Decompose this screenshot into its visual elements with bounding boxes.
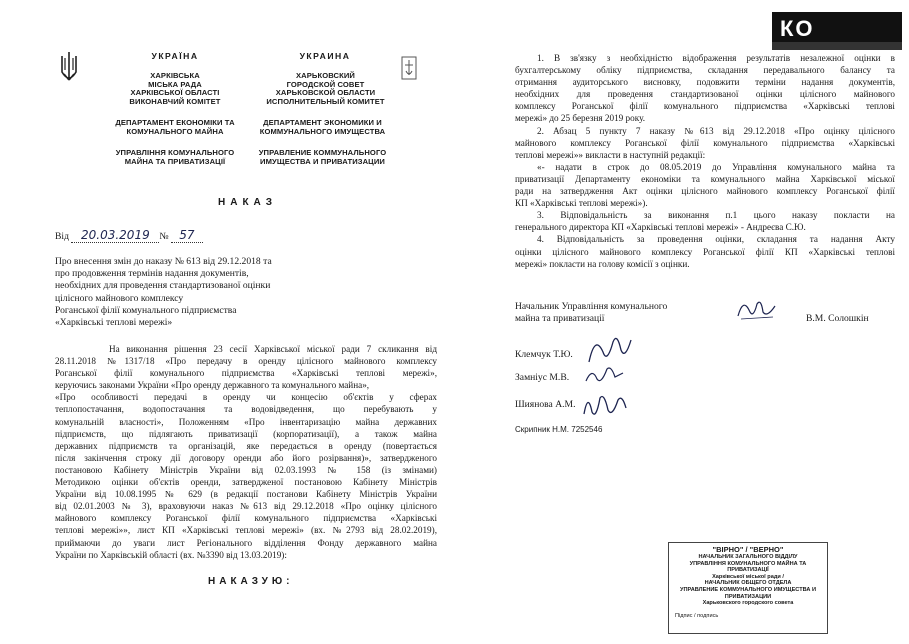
preamble-line: Методикою оцінки об'єктів оренди, затвердженої постановою Кабінету Міністрів xyxy=(55,477,437,488)
stamp-line: Харківської міської ради / xyxy=(712,573,784,580)
subject-line: Роганської філії комунального підприємства xyxy=(55,304,237,316)
header-left-department-line: КОМУНАЛЬНОГО МАЙНА xyxy=(126,126,224,136)
stamp-sign-label: Підпис / подпись xyxy=(675,612,719,619)
item-line: необхідних для проведення стандартизованої оцінки цілісного майнового xyxy=(515,89,895,100)
corner-stamp xyxy=(772,12,902,50)
approval-name: Клемчук Т.Ю. xyxy=(515,349,573,360)
approval-signature xyxy=(580,390,630,420)
header-left-directorate-line: МАЙНА ТА ПРИВАТИЗАЦІЇ xyxy=(124,156,226,166)
item-line: теплові мережі»» викласти в наступній редакції: xyxy=(515,149,706,160)
item-line: бухгалтерському обліку підприємства, складання передавального балансу та xyxy=(515,65,895,76)
header-right-department xyxy=(240,119,405,136)
preamble-line: постановою Кабінету Міністрів України від 02.03.1993 № 158 (із змінами) xyxy=(55,464,437,475)
item-line: мережі» до 25 березня 2019 року. xyxy=(515,113,646,124)
item-line: майнового комплексу Роганської філії комунального підприємства «Харківські xyxy=(515,137,895,148)
signatory-position xyxy=(515,301,735,325)
item-line: 3. Відповідальність за виконання п.1 цього наказу покласти на xyxy=(537,210,895,221)
header-right-country: УКРАИНА xyxy=(299,51,351,61)
executor-note: Скрипник Н.М. 7252546 xyxy=(515,425,603,434)
stamp-line: НАЧАЛЬНИК ОБЩЕГО ОТДЕЛА xyxy=(704,580,792,587)
header-right-council-line: ИСПОЛНИТЕЛЬНЫЙ КОМИТЕТ xyxy=(266,96,385,106)
subject-line: Про внесення змін до наказу № 613 від 29.12.2018 та xyxy=(55,256,272,267)
order-item-1 xyxy=(515,52,895,125)
header-left-department-line: ДЕПАРТАМЕНТ ЕКОНОМІКИ ТА xyxy=(115,118,235,127)
header-left-council-line: МІСЬКА РАДА xyxy=(148,79,202,89)
preamble-line: України по Харківській області (вх. №3390 від 13.03.2019): xyxy=(55,549,287,560)
header-left-council-line: ВИКОНАВЧИЙ КОМІТЕТ xyxy=(129,96,221,106)
order-items xyxy=(515,52,895,270)
item-line: 2. Абзац 5 пункту 7 наказу №613 від 29.12.2018 «Про оцінку цілісного xyxy=(537,125,895,136)
header-right-department-line: ДЕПАРТАМЕНТ ЭКОНОМИКИ И xyxy=(263,118,382,127)
item-line: приватизації Департаменту економіки та комунального майна Харківської міської xyxy=(515,173,895,184)
header-right-directorate-line: УПРАВЛЕНИЕ КОММУНАЛЬНОГО xyxy=(258,148,387,157)
preamble-line: державних підприємств та організацій, яке передається в оренду (повертається xyxy=(55,440,437,451)
stamp-line: Харьковского городского совета xyxy=(702,600,794,607)
preamble-line: приймаючи до уваги лист Регіонального відділення Фонду державного майна xyxy=(55,537,437,548)
corner-stamp-text: КО xyxy=(780,16,815,41)
order-item-2 xyxy=(515,125,895,210)
certification-stamp xyxy=(668,542,828,634)
preamble-line: теплові мережі»», лист КП «Харківські теплові мережі» (вх. №2793 від 28.02.2019), xyxy=(55,525,437,536)
coat-of-arms-icon xyxy=(58,50,80,84)
header-right-council-line: ХАРЬКОВСКИЙ xyxy=(296,71,355,80)
order-subject xyxy=(55,256,325,329)
subject-line: про продовження термінів надання документів, xyxy=(55,268,249,280)
item-line: 4. Відповідальність за проведення оцінки, складання та надання Акту xyxy=(537,234,895,245)
preamble-line: «Про особливості передачі в оренду чи концесію об'єктів у сферах xyxy=(55,392,437,403)
stamp-title: "ВІРНО" / "ВЕРНО" xyxy=(712,545,784,554)
order-word: НАКАЗУЮ: xyxy=(208,576,294,587)
signatory-signature xyxy=(735,296,780,324)
item-line: КП «Харківські теплові мережі»). xyxy=(515,198,648,209)
subject-line: «Харківські теплові мережі» xyxy=(55,317,173,329)
preamble-line: теплопостачання, водопостачання та водовідведення, що перебувають у xyxy=(55,404,437,415)
signatory-name: В.М. Солошкін xyxy=(806,313,869,324)
preamble-line: 28.11.2018 №1317/18 «Про передачу в оренду цілісного майнового комплексу xyxy=(55,356,437,367)
signatory-position-line: майна та приватизації xyxy=(515,313,605,325)
item-line: генерального директора КП «Харківські теплові мережі» - Андреєва С.Ю. xyxy=(515,222,806,233)
order-date-row xyxy=(55,228,203,243)
header-left-council xyxy=(100,72,250,106)
order-item-4 xyxy=(515,233,895,269)
order-title: НАКАЗ xyxy=(218,197,278,208)
header-right-department-line: КОММУНАЛЬНОГО ИМУЩЕСТВА xyxy=(259,126,386,136)
approval-name: Замніус М.В. xyxy=(515,372,570,383)
preamble-line: На виконання рішення 23 сесії Харківської міської ради 7 скликання від xyxy=(109,344,437,354)
stamp-line: УПРАВЛІННЯ КОМУНАЛЬНОГО МАЙНА ТА ПРИВАТИЗАЦІЇ xyxy=(689,560,807,574)
preamble-line: України від 10.08.1995 № 629 (в редакції постанови Кабінету Міністрів України xyxy=(55,489,437,500)
preamble-line: від 02.01.2003 № 3), враховуючи наказ №613 від 29.12.2018 «Про оцінку цілісного xyxy=(55,501,437,512)
preamble-line: майнового комплексу Роганської філії комунального підприємства «Харківські xyxy=(55,513,437,524)
date-value: 20.03.2019 xyxy=(71,228,159,243)
header-right-directorate-line: ИМУЩЕСТВА И ПРИВАТИЗАЦИИ xyxy=(260,156,385,166)
header-right-council xyxy=(248,72,403,106)
preamble-line: комунальній власності», Положенням «Про інвентаризацію майна державних xyxy=(55,416,437,427)
approval-name: Шиянова А.М. xyxy=(515,399,576,410)
preamble-line: Роганської філії комунального підприємства «Харківські теплові мережі», xyxy=(55,368,437,379)
header-left-department xyxy=(100,119,250,136)
preamble-line: після закінчення строку дії договору оренди або його розірвання)», затвердженого xyxy=(55,452,437,463)
subject-line: цілісного майнового комплексу xyxy=(55,292,184,304)
signatory-position-line: Начальник Управління комунального xyxy=(515,301,668,312)
item-line: 1. В зв'язку з необхідністю відображення результатів незалежної оцінки в xyxy=(537,53,895,63)
approval-signature xyxy=(583,363,625,387)
stamp-line: НАЧАЛЬНИК ЗАГАЛЬНОГО ВІДДІЛУ xyxy=(698,554,798,560)
item-line: оцінки цілісного майнового комплексу Роганської філії КП «Харківські теплові xyxy=(515,246,895,257)
header-left-country: УКРАЇНА xyxy=(151,51,199,61)
item-line: комплексу Роганської філії комунального підприємства «Харківські теплові xyxy=(515,101,895,112)
header-left-directorate xyxy=(100,149,250,166)
preamble-line: керуючись законами України «Про оренду державного та комунального майна», xyxy=(55,380,370,391)
header-left-directorate-line: УПРАВЛІННЯ КОМУНАЛЬНОГО xyxy=(115,148,235,157)
subject-line: необхідних для проведення стандартизованої оцінки xyxy=(55,280,271,292)
order-preamble xyxy=(55,343,437,561)
header-right-council-line: ГОРОДСКОЙ СОВЕТ xyxy=(286,79,365,89)
number-value: 57 xyxy=(171,228,203,243)
number-prefix: № xyxy=(159,231,169,242)
item-line: отримання аудиторського висновку, подовжити терміни надання документів, xyxy=(515,77,895,88)
item-line: мережі» покласти на голову комісії з оцінки. xyxy=(515,258,690,269)
item-line: ради на затвердження Акт оцінки цілісного майнового комплексу Роганської філії xyxy=(515,186,895,197)
date-prefix: Від xyxy=(55,231,69,242)
header-left-council-line: ХАРКІВСЬКА xyxy=(150,71,200,80)
preamble-line: підприємств, що підлягають приватизації (корпоратизації), а також майна xyxy=(55,428,437,439)
item-line: «- надати в строк до 08.05.2019 до Управління комунального майна та xyxy=(537,161,895,172)
header-right-directorate xyxy=(240,149,405,166)
stamp-line: УПРАВЛЕНИЕ КОММУНАЛЬНОГО ИМУЩЕСТВА И ПРИВАТИЗАЦИИ xyxy=(679,586,816,600)
header-left-council-line: ХАРКІВСЬКОЇ ОБЛАСТІ xyxy=(130,88,220,98)
order-item-3 xyxy=(515,209,895,233)
header-right-council-line: ХАРЬКОВСКОЙ ОБЛАСТИ xyxy=(275,88,376,98)
